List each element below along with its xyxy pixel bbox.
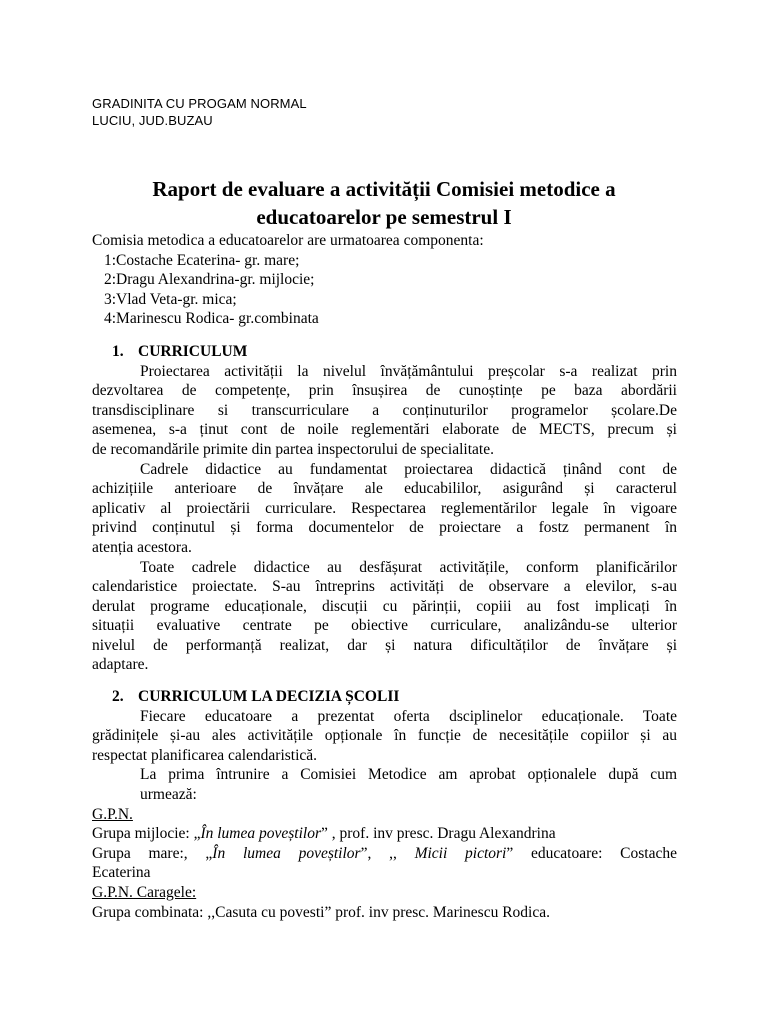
optional-title: În lumea poveștilor xyxy=(212,844,361,862)
optional-mare-cont: Ecaterina xyxy=(92,864,151,882)
text-fragment: ” educatoare: Costache xyxy=(506,844,677,862)
paragraph-line: achizițiile anterioare de învățare ale educabililor, asigurând și caracterul xyxy=(92,480,677,498)
section-title: CURRICULUM LA DECIZIA ȘCOLII xyxy=(138,688,400,706)
paragraph-line: privind conținutul și forma documentelor de proiectare a fostz permanent în xyxy=(92,519,677,537)
paragraph-line: Proiectarea activității la nivelul învățământului preșcolar s-a realizat prin xyxy=(140,362,677,380)
section-heading-curriculum xyxy=(92,342,677,362)
text-fragment: ” , prof. inv presc. Dragu Alexandrina xyxy=(321,825,556,843)
section-number: 2. xyxy=(112,688,124,706)
paragraph-line: derulat programe educaționale, discuții cu părinții, copiii au fost implicați în xyxy=(92,597,677,615)
document-header xyxy=(92,95,307,129)
gpn-caragele-label: G.P.N. Caragele: xyxy=(92,884,197,901)
paragraph-line: atenția acestora. xyxy=(92,538,192,556)
document-body xyxy=(92,231,677,922)
paragraph-line: Toate cadrele didactice au desfășurat activitățile, conform planificărilor xyxy=(140,558,677,576)
paragraph-line: nivelul de performanță realizat, dar și natura dificultăților de învățare și xyxy=(92,636,677,654)
paragraph-line: asemenea, s-a ținut cont de noile reglementări elaborate de MECTS, precum și xyxy=(92,421,677,439)
paragraph-line: grădinițele și-au ales activitățile opționale în funcție de necesitățile copiilor și au xyxy=(92,727,677,745)
optional-title: Micii pictori xyxy=(414,844,507,862)
optional-mijlocie xyxy=(92,824,677,844)
section-number: 1. xyxy=(112,342,124,360)
optional-combinata: Grupa combinata: ,,Casuta cu povesti” prof. inv presc. Marinescu Rodica. xyxy=(92,903,550,921)
paragraph-line: urmează: xyxy=(140,786,197,804)
paragraph-line: adaptare. xyxy=(92,656,149,674)
paragraph-line: aplicativ al proiectării curriculare. Respectarea reglementărilor legale în vigoare xyxy=(92,499,677,517)
title-line-2: educatoarelor pe semestrul I xyxy=(256,205,512,229)
section-title: CURRICULUM xyxy=(138,342,248,360)
member-item: 1:Costache Ecaterina- gr. mare; xyxy=(104,251,300,269)
paragraph-line: de recomandările primite din partea inspectorului de specialitate. xyxy=(92,440,494,458)
paragraph-line: situații evaluative centrate pe obiective curriculare, analizându-se ulterior xyxy=(92,617,677,635)
section-heading-cds xyxy=(92,687,677,707)
paragraph-line: respectat planificarea calendaristică. xyxy=(92,746,318,764)
member-item: 2:Dragu Alexandrina-gr. mijlocie; xyxy=(104,271,315,289)
paragraph-line: transdisciplinare si transcurriculare a conținuturilor programelor școlare.De xyxy=(92,401,677,419)
intro-text: Comisia metodica a educatoarelor are urmatoarea componenta: xyxy=(92,232,484,249)
header-line-1: GRADINITA CU PROGAM NORMAL xyxy=(92,96,307,111)
paragraph-line: Cadrele didactice au fundamentat proiectarea didactică ținând cont de xyxy=(140,460,677,478)
text-fragment: ”, ,, xyxy=(360,844,415,862)
paragraph-line: Fiecare educatoare a prezentat oferta dsciplinelor educaționale. Toate xyxy=(140,707,677,725)
report-title xyxy=(60,175,708,231)
optional-mare xyxy=(92,844,677,864)
paragraph-line: dezvoltarea de competențe, prin însușirea de cunoștințe pe baza abordării xyxy=(92,382,677,400)
gpn-label: G.P.N. xyxy=(92,805,133,823)
member-item: 4:Marinescu Rodica- gr.combinata xyxy=(104,310,319,328)
optional-title: În lumea poveștilor xyxy=(200,825,322,843)
header-line-2: LUCIU, JUD.BUZAU xyxy=(92,113,213,128)
member-item: 3:Vlad Veta-gr. mica; xyxy=(104,290,237,308)
title-line-1: Raport de evaluare a activității Comisiei metodice a xyxy=(152,177,616,201)
text-fragment: Grupa mare:, „ xyxy=(92,844,213,862)
paragraph-line: La prima întrunire a Comisiei Metodice am aprobat opționalele după cum xyxy=(140,766,677,784)
paragraph-line: calendaristice proiectate. S-au întreprins activități de observare a elevilor, s-au xyxy=(92,578,677,596)
text-fragment: Grupa mijlocie: „ xyxy=(92,825,201,843)
